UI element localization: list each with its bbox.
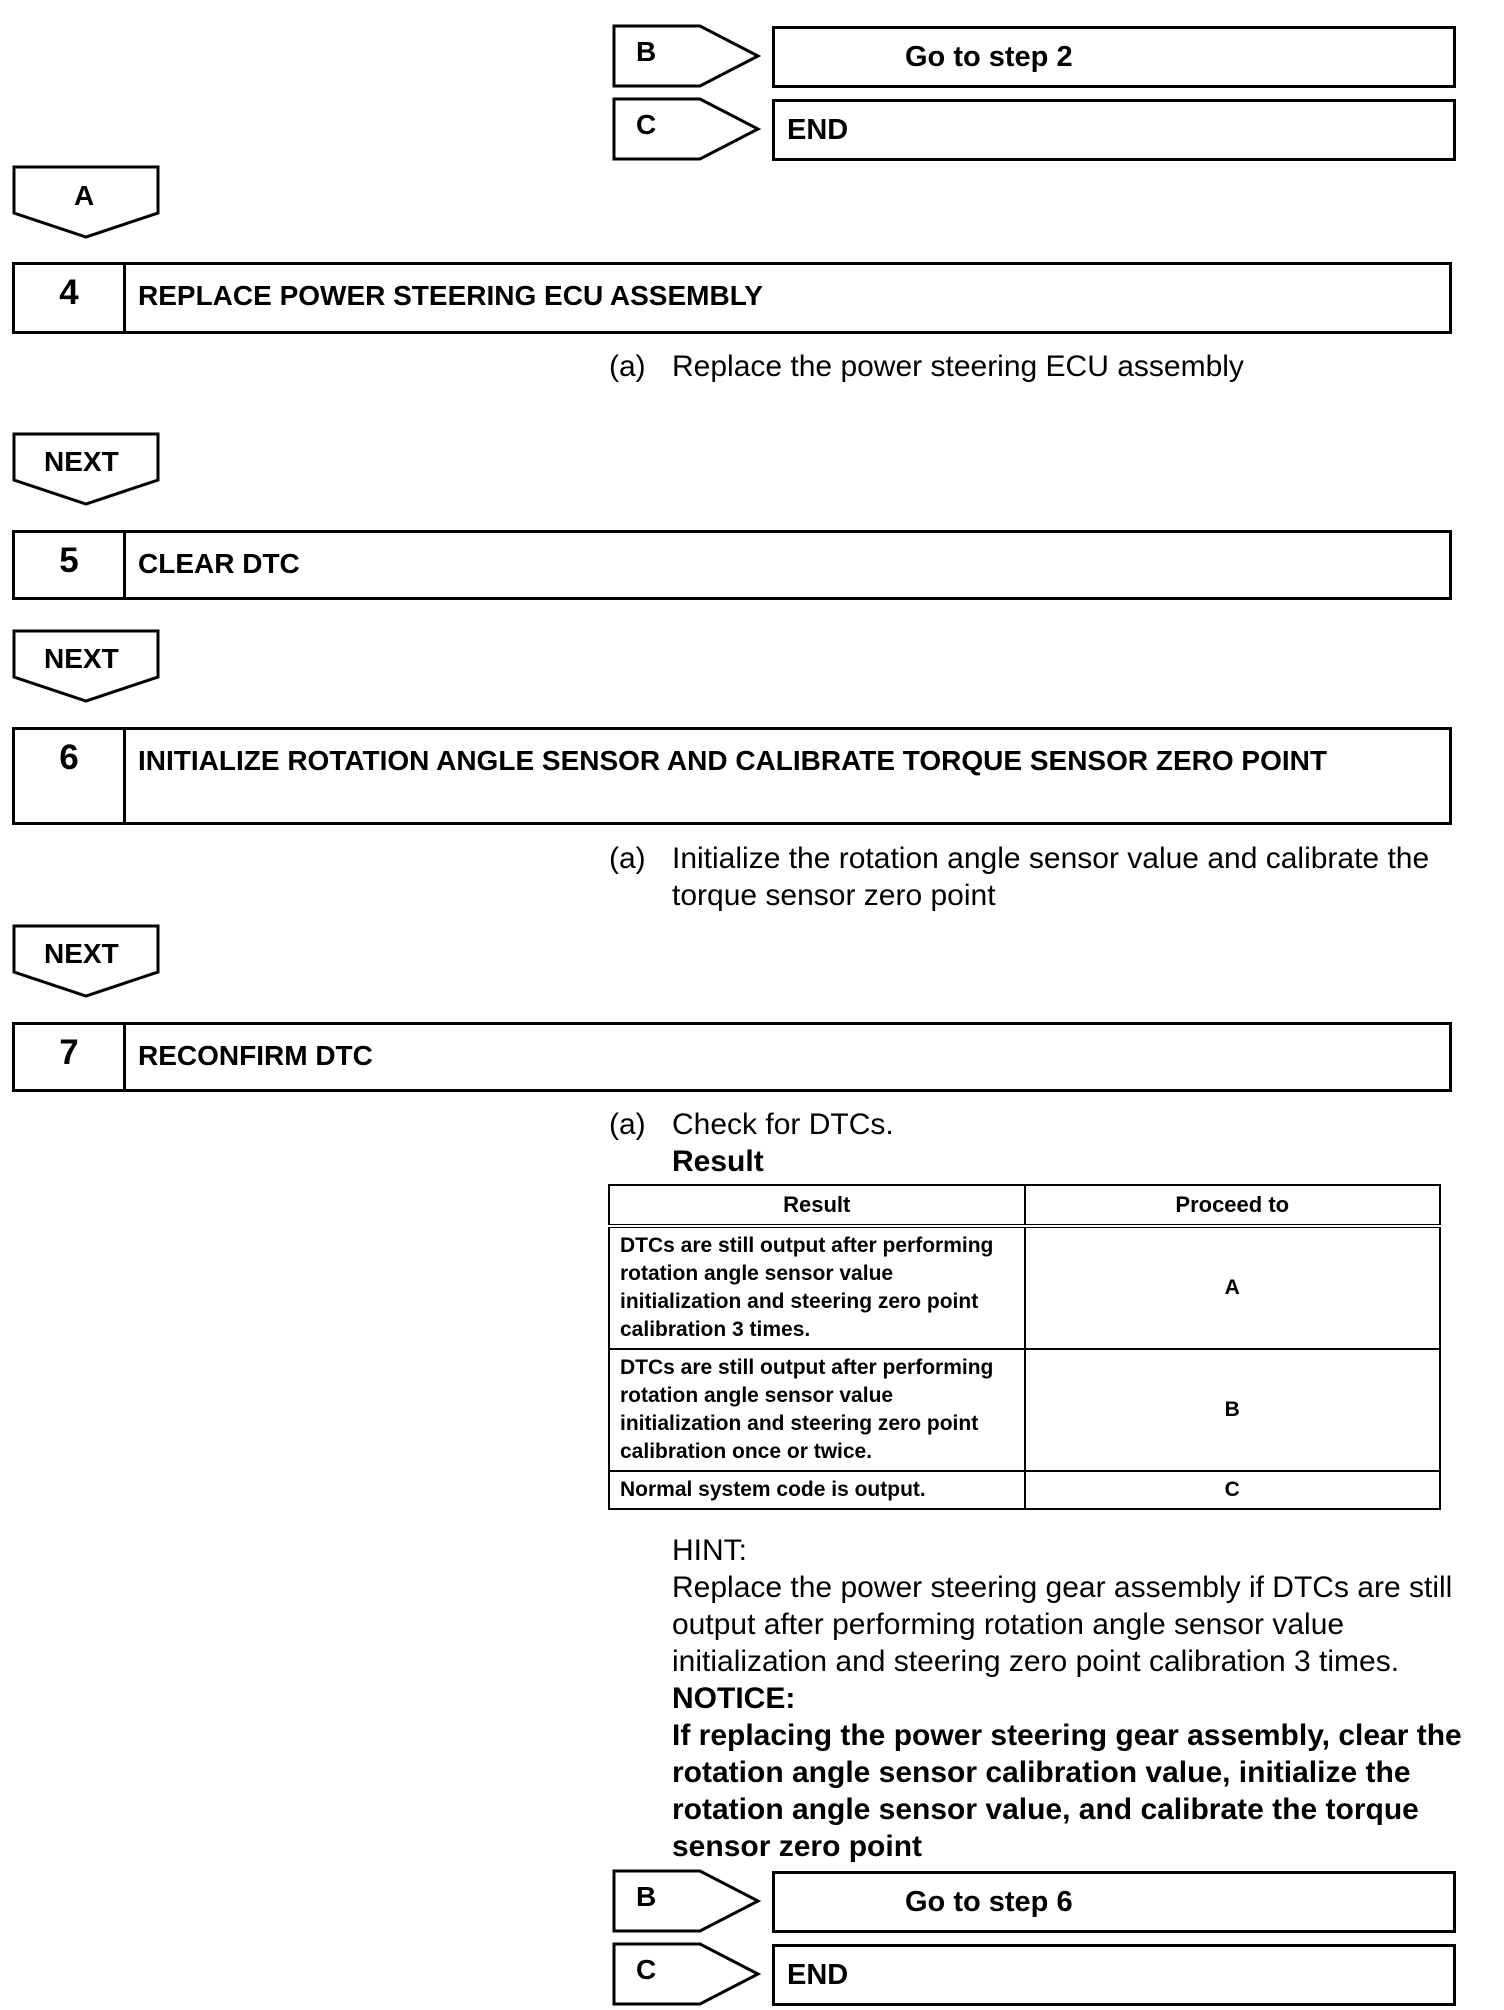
- result-table: [608, 1184, 1441, 1510]
- result-label: C: [636, 109, 657, 140]
- column-header-proceed: Proceed to: [1025, 1185, 1441, 1226]
- step-number: 7: [15, 1025, 126, 1089]
- table-row: [609, 1349, 1440, 1471]
- step-5-header: [12, 530, 1452, 600]
- step-number: 5: [15, 533, 126, 597]
- result-label: B: [636, 36, 657, 67]
- result-target-text: END: [787, 114, 849, 146]
- hint-text: Replace the power steering gear assembly if DTCs are still output after performing rotation angle sensor value initialization and steering zero point calibration 3 times.: [672, 1571, 1453, 1678]
- step-number: 6: [15, 730, 126, 822]
- notice-heading: NOTICE:: [672, 1682, 796, 1715]
- step-title: REPLACE POWER STEERING ECU ASSEMBLY: [138, 280, 763, 311]
- step-6-instruction: [609, 840, 1459, 914]
- step-6-header: [12, 727, 1452, 825]
- next-label: NEXT: [44, 643, 119, 674]
- step-title: RECONFIRM DTC: [138, 1040, 373, 1071]
- instruction-tag: (a): [609, 1108, 646, 1141]
- result-arrow-c-icon: [612, 1942, 762, 2006]
- table-row: [609, 1471, 1440, 1509]
- result-label: B: [636, 1881, 657, 1912]
- step-7-instruction: [609, 1106, 1459, 1180]
- result-target-box: [772, 99, 1456, 161]
- instruction-text: Initialize the rotation angle sensor value and calibrate the torque sensor zero point: [672, 842, 1430, 912]
- result-heading: Result: [672, 1145, 764, 1178]
- proceed-cell: B: [1025, 1349, 1441, 1471]
- result-target-text: Go to step 2: [905, 41, 1073, 73]
- result-target-box: [772, 1944, 1456, 2006]
- step-4-header: [12, 262, 1452, 334]
- result-arrow-b-icon: [612, 24, 762, 88]
- instruction-tag: (a): [609, 350, 646, 383]
- result-arrow-b-icon: [612, 1869, 762, 1933]
- next-label: NEXT: [44, 446, 119, 477]
- step-4-instruction: [609, 348, 1459, 385]
- column-header-result: Result: [609, 1185, 1025, 1226]
- hint-heading: HINT:: [672, 1534, 747, 1567]
- result-target-text: Go to step 6: [905, 1886, 1073, 1918]
- result-target-box: [772, 1871, 1456, 1933]
- result-arrow-c-icon: [612, 97, 762, 161]
- step-number: 4: [15, 265, 126, 331]
- step-title: CLEAR DTC: [138, 548, 300, 579]
- instruction-tag: (a): [609, 842, 646, 875]
- step-7-header: [12, 1022, 1452, 1092]
- table-row: [609, 1226, 1440, 1349]
- nav-a-label: A: [74, 180, 95, 211]
- proceed-cell: C: [1025, 1471, 1441, 1509]
- notice-text: If replacing the power steering gear assembly, clear the rotation angle sensor calibration value, initialize the rotation angle sensor value, and calibrate the torque sensor zero point: [672, 1719, 1462, 1863]
- result-label: C: [636, 1954, 657, 1985]
- next-label: NEXT: [44, 938, 119, 969]
- proceed-cell: A: [1025, 1226, 1441, 1349]
- hint-notice-block: [672, 1532, 1462, 1865]
- result-cell: Normal system code is output.: [609, 1471, 1025, 1509]
- result-cell: DTCs are still output after performing rotation angle sensor value initialization and steering zero point calibration once or twice.: [609, 1349, 1025, 1471]
- table-header-row: [609, 1185, 1440, 1226]
- result-target-box: [772, 26, 1456, 88]
- result-cell: DTCs are still output after performing rotation angle sensor value initialization and steering zero point calibration 3 times.: [609, 1226, 1025, 1349]
- instruction-text: Check for DTCs.: [672, 1108, 894, 1141]
- result-target-text: END: [787, 1959, 849, 1991]
- step-title: INITIALIZE ROTATION ANGLE SENSOR AND CALIBRATE TORQUE SENSOR ZERO POINT: [138, 745, 1327, 776]
- instruction-text: Replace the power steering ECU assembly: [672, 350, 1244, 383]
